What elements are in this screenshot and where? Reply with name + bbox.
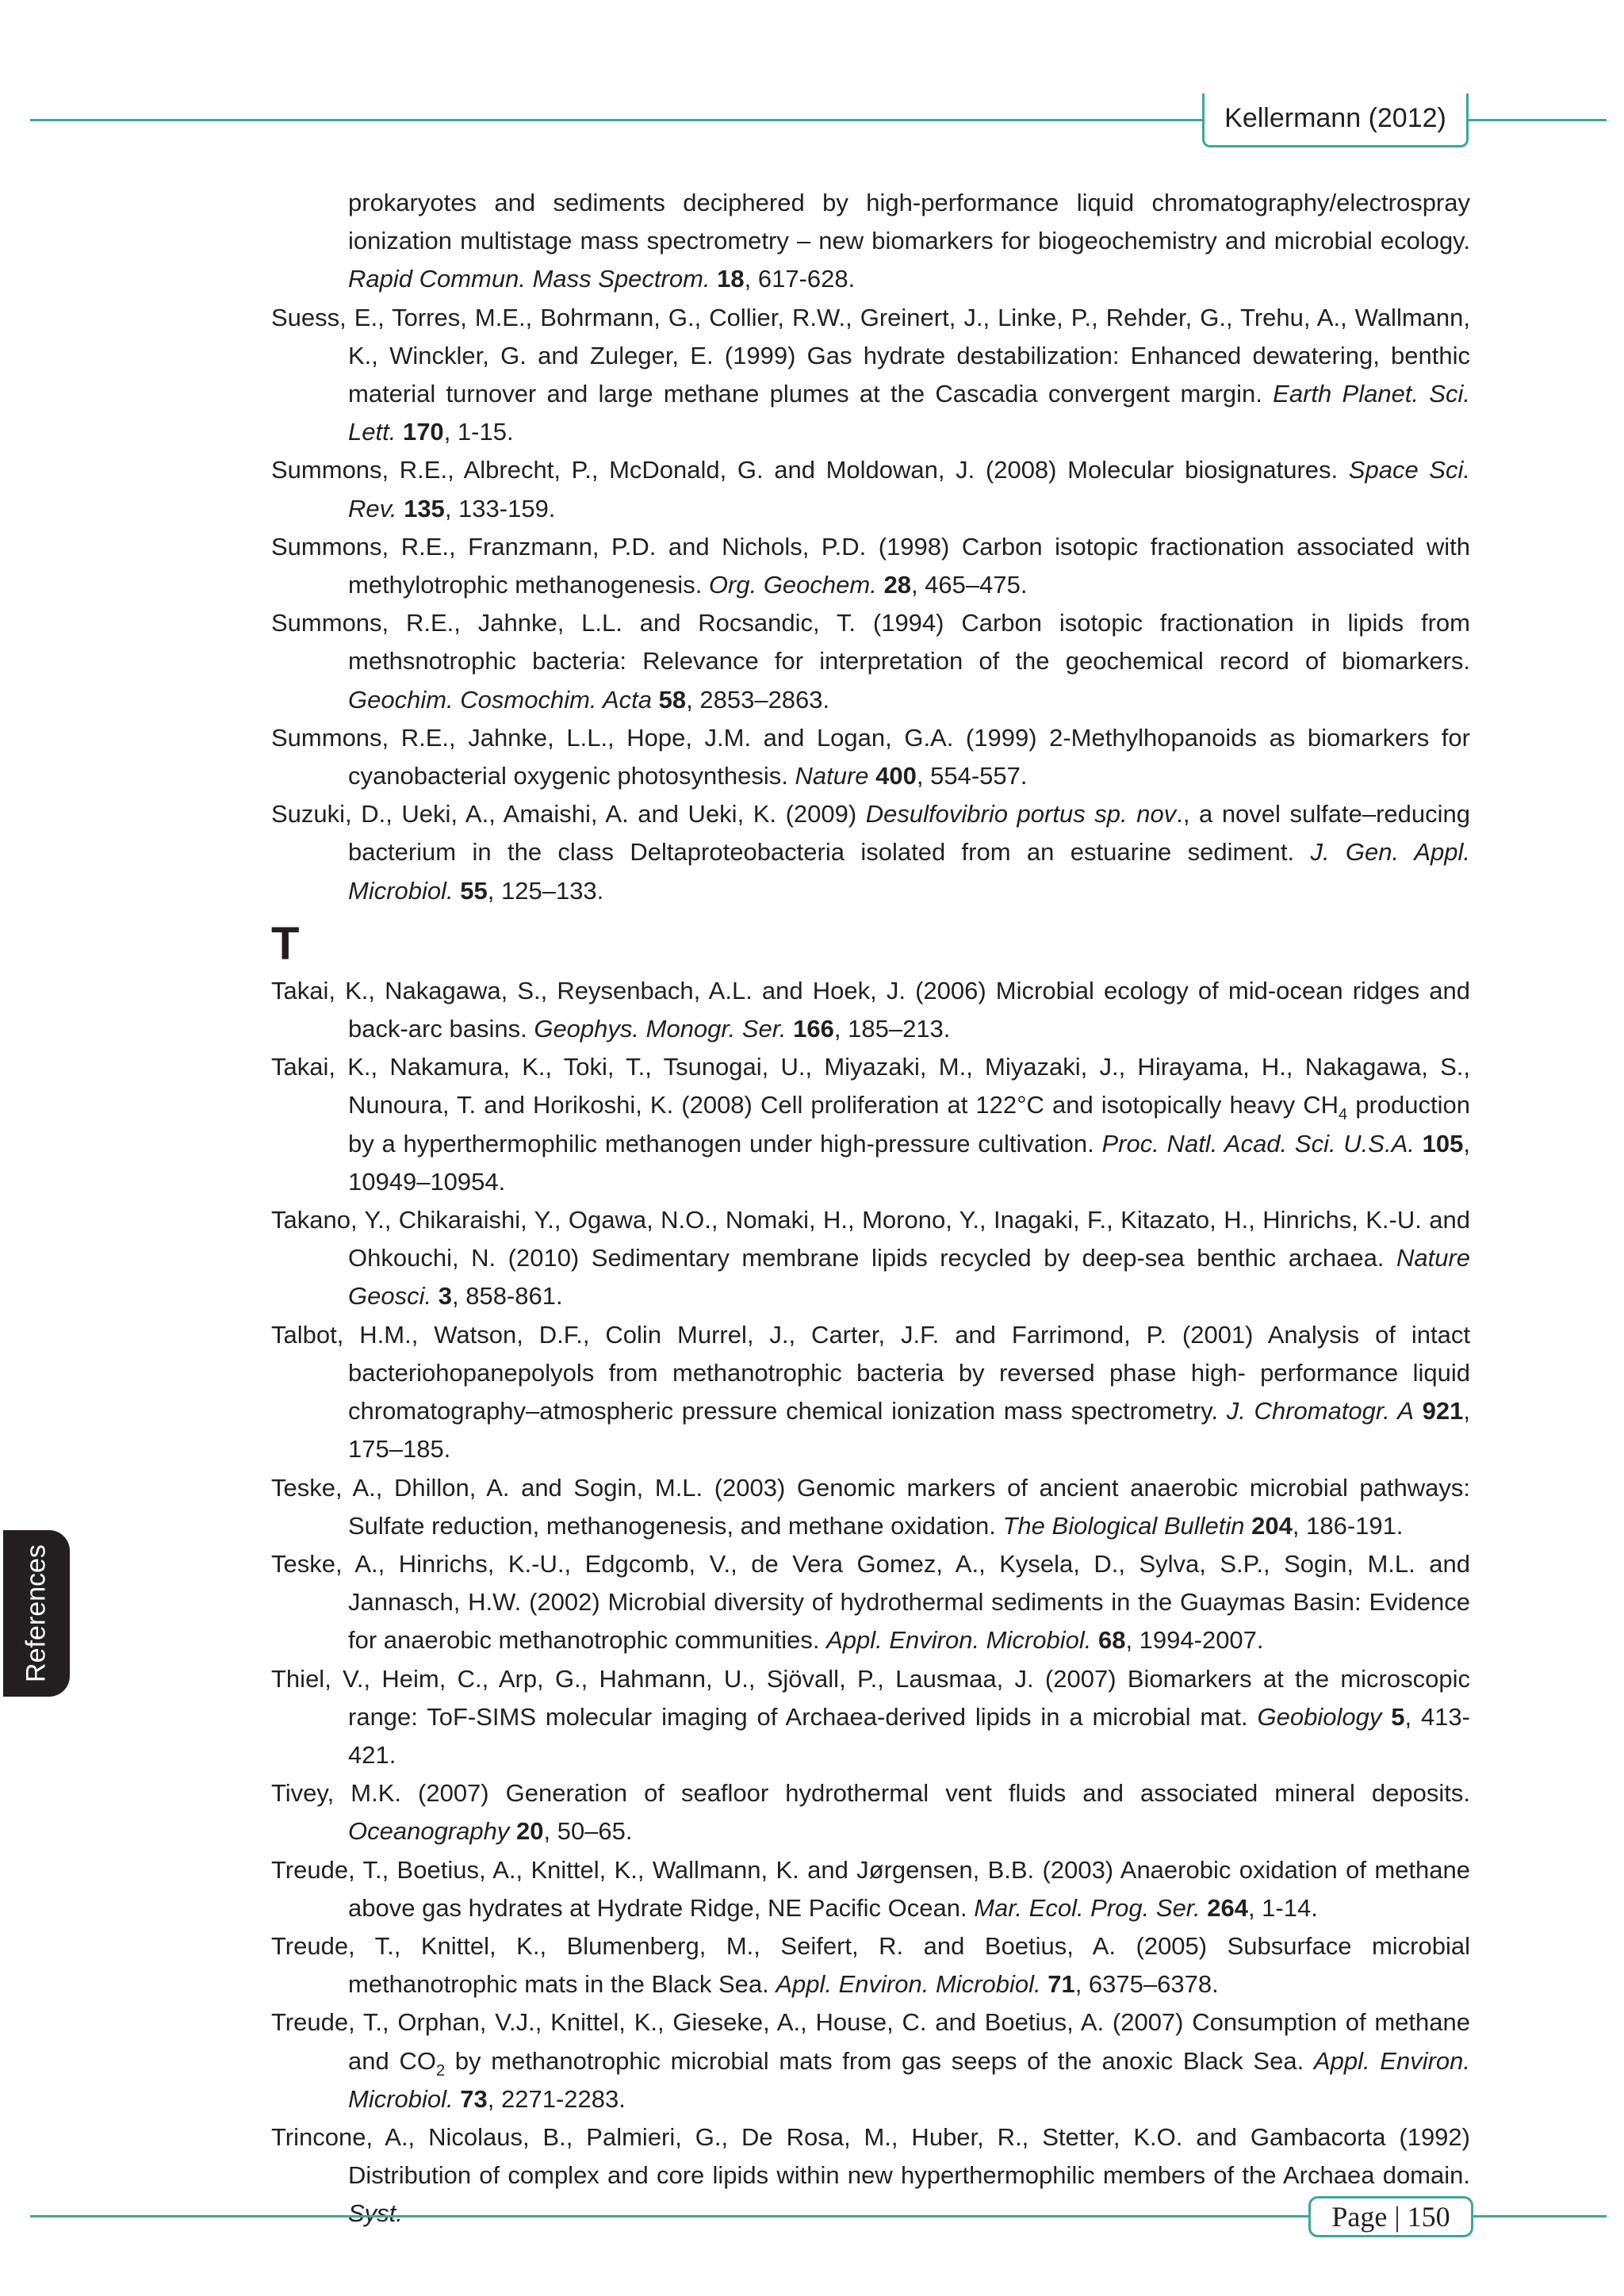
journal-title: Geobiology <box>1257 1702 1382 1731</box>
volume-number: 55 <box>460 876 488 905</box>
volume-number: 264 <box>1207 1893 1248 1922</box>
chemical-subscript: 4 <box>1339 1106 1348 1124</box>
reference-entry <box>271 795 1470 910</box>
journal-title: Appl. Environ. Microbiol. <box>826 1626 1092 1655</box>
reference-text: ., a novel sulfate–reducing bacterium in the class Deltaproteobacteria isolated from an estuarine sediment. <box>348 800 1470 867</box>
page-number: Page | 150 <box>1308 2196 1473 2237</box>
reference-text <box>509 1817 516 1845</box>
reference-entry <box>271 719 1470 795</box>
journal-title: Geophys. Monogr. Ser. <box>534 1015 787 1043</box>
journal-title: Desulfovibrio portus sp. nov <box>865 800 1177 828</box>
journal-title: Space Sci. Rev. <box>348 456 1470 522</box>
reference-text: Suess, E., Torres, M.E., Bohrmann, G., Collier, R.W., Greinert, J., Linke, P., Rehder, G., Trehu, A., Wallmann, K., Winckler, G. and Zuleger, E. (1999) Gas hydrate destabilization: Enhanced dewatering, benthic material turnover and large methane plumes at the Cascadia convergent margin. <box>271 303 1470 408</box>
reference-text: , 133-159. <box>444 494 556 522</box>
journal-title: Mar. Ecol. Prog. Ser. <box>974 1893 1201 1922</box>
journal-title: Proc. Natl. Acad. Sci. U.S.A. <box>1101 1129 1415 1158</box>
section-thumb-label: References <box>21 1544 52 1682</box>
reference-text: Summons, R.E., Albrecht, P., McDonald, G. and Moldowan, J. (2008) Molecular biosignatures. <box>271 456 1349 484</box>
reference-text: , 465–475. <box>910 571 1028 599</box>
reference-text: prokaryotes and sediments deciphered by high-performance liquid chromatography/electrospray ionization multistage mass spectrometry – new biomarkers for biogeochemistry and microbial ecology. <box>348 189 1470 255</box>
reference-entry <box>271 972 1470 1048</box>
journal-title: Nature <box>795 762 869 790</box>
chemical-subscript: 2 <box>435 2061 446 2080</box>
reference-entry <box>271 604 1470 719</box>
reference-entry <box>271 1660 1470 1775</box>
volume-number: 5 <box>1391 1702 1405 1731</box>
reference-entry <box>271 1927 1470 2003</box>
volume-number: 58 <box>658 685 687 714</box>
journal-title: Earth Planet. Sci. Lett. <box>348 380 1470 446</box>
reference-text: , 6375–6378. <box>1074 1970 1219 1999</box>
reference-entry <box>271 1048 1470 1201</box>
reference-text: , 858-861. <box>451 1282 563 1311</box>
footer-rule-left <box>30 2215 1308 2218</box>
volume-number: 20 <box>516 1817 544 1846</box>
volume-number: 71 <box>1048 1970 1075 1999</box>
journal-title: Appl. Environ. Microbiol. <box>776 1970 1041 1999</box>
reference-text: production by a hyperthermophilic methanogen under high-pressure cultivation. <box>348 1091 1470 1158</box>
reference-text: , 2853–2863. <box>686 685 830 714</box>
reference-entry <box>271 1316 1470 1469</box>
reference-entry <box>271 2003 1470 2118</box>
reference-entry <box>271 1469 1470 1545</box>
journal-title: Geochim. Cosmochim. Acta <box>348 685 653 714</box>
reference-text: Takai, K., Nakagawa, S., Reysenbach, A.L. and Hoek, J. (2006) Microbial ecology of mid-ocean ridges and back-arc basins. <box>271 976 1470 1043</box>
reference-text: Tivey, M.K. (2007) Generation of seafloor hydrothermal vent fluids and associated mineral deposits. <box>271 1779 1470 1808</box>
header-rule-left <box>30 119 1202 121</box>
reference-text: , 1-14. <box>1247 1893 1318 1922</box>
reference-text <box>1245 1512 1252 1540</box>
reference-entry <box>271 1201 1470 1316</box>
running-header: Kellermann (2012) <box>1224 103 1446 133</box>
volume-number: 166 <box>793 1015 834 1043</box>
volume-number: 204 <box>1251 1511 1293 1540</box>
journal-title: Oceanography <box>348 1817 510 1846</box>
reference-text <box>454 877 461 905</box>
reference-entry <box>271 1545 1470 1660</box>
reference-text: Treude, T., Boetius, A., Knittel, K., Wallmann, K. and Jørgensen, B.B. (2003) Anaerobic oxidation of methane above gas hydrates at Hydrate Ridge, NE Pacific Ocean. <box>271 1855 1470 1922</box>
reference-text: , 50–65. <box>543 1817 633 1846</box>
reference-text: Talbot, H.M., Watson, D.F., Colin Murrel, J., Carter, J.F. and Farrimond, P. (2001) Analysis of intact bacteriohopanepolyols from methanotrophic bacteria by reversed phase high- performance liquid chromatography–atmospheric pressure chemical ionization mass spectrometry. <box>271 1320 1470 1425</box>
reference-text <box>1041 1970 1048 1998</box>
reference-text: , 2271-2283. <box>487 2084 626 2113</box>
reference-text <box>1381 1703 1391 1731</box>
journal-title: Syst. <box>348 2199 403 2228</box>
volume-number: 68 <box>1097 1626 1126 1655</box>
volume-number: 170 <box>402 418 444 446</box>
reference-text <box>652 686 659 714</box>
reference-entry <box>271 528 1470 604</box>
reference-text: , 413-421. <box>348 1702 1470 1769</box>
reference-text: Summons, R.E., Jahnke, L.L., Hope, J.M. and Logan, G.A. (1999) 2-Methylhopanoids as biomarkers for cyanobacterial oxygenic photosynthesis. <box>271 723 1470 790</box>
reference-entry <box>271 451 1470 527</box>
volume-number: 135 <box>404 494 445 522</box>
reference-text: , 1-15. <box>443 418 514 446</box>
journal-title: Rapid Commun. Mass Spectrom. <box>348 265 710 293</box>
reference-text: Takano, Y., Chikaraishi, Y., Ogawa, N.O., Nomaki, H., Morono, Y., Inagaki, F., Kitazato, H., Hinrichs, K.-U. and Ohkouchi, N. (2010) Sedimentary membrane lipids recycled by deep-sea benthic archaea. <box>271 1206 1470 1272</box>
journal-title: Nature Geosci. <box>348 1244 1470 1311</box>
reference-text: , 554-557. <box>916 762 1028 790</box>
reference-text: Treude, T., Knittel, K., Blumenberg, M., Seifert, R. and Boetius, A. (2005) Subsurface microbial methanotrophic mats in the Black Sea. <box>271 1931 1470 1999</box>
reference-text: , 186-191. <box>1292 1511 1404 1540</box>
reference-text: , 125–133. <box>487 876 604 905</box>
reference-text: , 1994-2007. <box>1125 1626 1264 1655</box>
reference-text: Teske, A., Hinrichs, K.-U., Edgcomb, V., de Vera Gomez, A., Kysela, D., Sylva, S.P., Sogin, M.L. and Jannasch, H.W. (2002) Microbial diversity of hydrothermal sediments in the Guaymas Basin: Evidence for anaerobic methanotrophic communities. <box>271 1549 1470 1655</box>
volume-number: 18 <box>717 265 745 293</box>
reference-text <box>431 1282 439 1310</box>
reference-text: by methanotrophic microbial mats from gas seeps of the anoxic Black Sea. <box>445 2046 1314 2075</box>
reference-text: , 185–213. <box>833 1015 951 1043</box>
journal-title: J. Gen. Appl. Microbiol. <box>348 838 1470 905</box>
reference-text: Summons, R.E., Franzmann, P.D. and Nichols, P.D. (1998) Carbon isotopic fractionation associated with methylotrophic methanogenesis. <box>271 532 1470 599</box>
reference-text <box>454 2085 461 2113</box>
reference-entry <box>271 299 1470 452</box>
reference-text <box>1091 1626 1098 1654</box>
journal-title: The Biological Bulletin <box>1002 1511 1245 1540</box>
reference-text: Teske, A., Dhillon, A. and Sogin, M.L. (2003) Genomic markers of ancient anaerobic microbial pathways: Sulfate reduction, methanogenesis, and methane oxidation. <box>271 1473 1470 1540</box>
footer-rule-right <box>1473 2215 1607 2218</box>
reference-entry <box>271 1774 1470 1850</box>
volume-number: 3 <box>438 1282 452 1311</box>
reference-text <box>710 265 718 293</box>
volume-number: 73 <box>460 2084 488 2113</box>
reference-text: , 175–185. <box>348 1397 1470 1464</box>
reference-text: , 10949–10954. <box>348 1129 1470 1196</box>
journal-title: Appl. Environ. Microbiol. <box>348 2046 1471 2113</box>
volume-number: 400 <box>875 762 917 790</box>
reference-text: Trincone, A., Nicolaus, B., Palmieri, G., De Rosa, M., Huber, R., Stetter, K.O. and Gambacorta (1992) Distribution of complex and core lipids within new hyperthermophilic members of the Archaea domain. <box>271 2122 1470 2190</box>
reference-text: Summons, R.E., Jahnke, L.L. and Rocsandic, T. (1994) Carbon isotopic fractionation in lipids from methsnotrophic bacteria: Relevance for interpretation of the geochemical record of biomarkers. <box>271 609 1470 675</box>
reference-text <box>869 762 876 790</box>
volume-number: 921 <box>1422 1397 1464 1425</box>
reference-entry-continued <box>271 184 1470 299</box>
reference-text <box>396 418 403 446</box>
reference-text: Treude, T., Orphan, V.J., Knittel, K., Gieseke, A., House, C. and Boetius, A. (2007) Consumption of methane and CO <box>271 2008 1470 2075</box>
reference-text: Thiel, V., Heim, C., Arp, G., Hahmann, U., Sjövall, P., Lausmaa, J. (2007) Biomarkers at the microscopic range: ToF-SIMS molecular imaging of Archaea-derived lipids in a microbial mat. <box>271 1664 1470 1731</box>
volume-number: 28 <box>883 571 911 599</box>
header-rule-right <box>1469 119 1607 121</box>
reference-text <box>396 495 404 522</box>
section-letter-heading: T <box>271 917 300 970</box>
volume-number: 105 <box>1422 1129 1464 1158</box>
reference-text <box>1201 1894 1208 1922</box>
reference-text: Suzuki, D., Ueki, A., Amaishi, A. and Ueki, K. (2009) <box>271 800 866 828</box>
reference-text <box>1415 1130 1423 1158</box>
journal-title: Org. Geochem. <box>708 571 877 599</box>
reference-list <box>271 184 1470 2233</box>
reference-text <box>1414 1397 1423 1425</box>
reference-text <box>787 1015 794 1043</box>
reference-text: Takai, K., Nakamura, K., Toki, T., Tsunogai, U., Miyazaki, M., Miyazaki, J., Hirayama, H., Nakagawa, S., Nunoura, T. and Horikoshi, K. (2008) Cell proliferation at 122°C and isotopically heavy CH <box>271 1053 1470 1119</box>
reference-text: , 617-628. <box>744 265 856 293</box>
journal-title: J. Chromatogr. A <box>1226 1397 1414 1425</box>
reference-entry <box>271 1851 1470 1927</box>
